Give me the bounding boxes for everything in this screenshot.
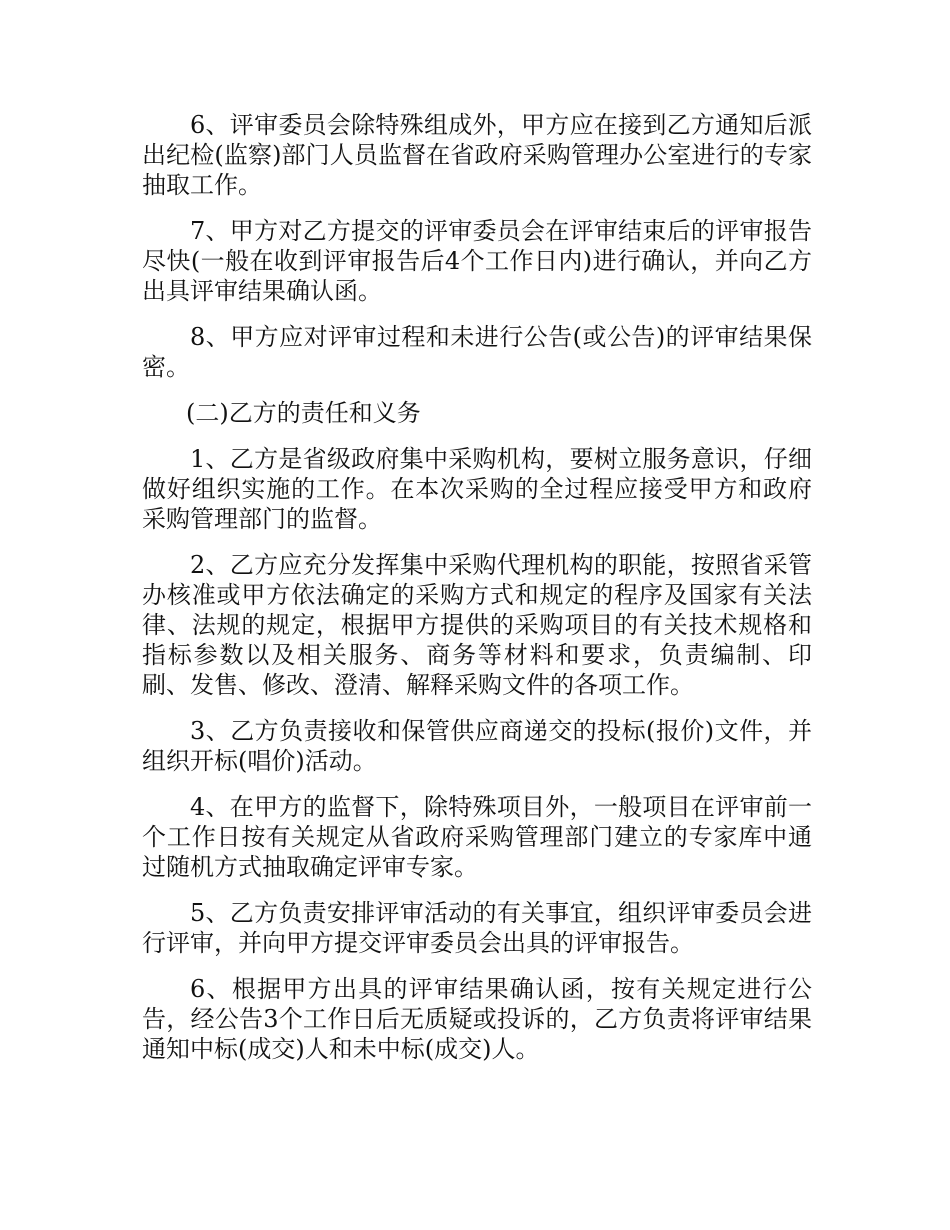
- section-heading-yi-duties: (二)乙方的责任和义务: [186, 399, 421, 427]
- paragraph-jia-8: 8、甲方应对评审过程和未进行公告(或公告)的评审结果保密。: [142, 323, 812, 381]
- paragraph-jia-7: 7、甲方对乙方提交的评审委员会在评审结束后的评审报告尽快(一般在收到评审报告后4个工作日内)进行确认，并向乙方出具评审结果确认函。: [142, 217, 812, 305]
- paragraph-yi-2: 2、乙方应充分发挥集中采购代理机构的职能，按照省采管办核准或甲方依法确定的采购方式和规定的程序及国家有关法律、法规的规定，根据甲方提供的采购项目的有关技术规格和指标参数以及相关服务、商务等材料和要求，负责编制、印刷、发售、修改、澄清、解释采购文件的各项工作。: [142, 551, 812, 699]
- paragraph-yi-3: 3、乙方负责接收和保管供应商递交的投标(报价)文件，并组织开标(唱价)活动。: [142, 717, 812, 775]
- document-body: [142, 110, 812, 1080]
- paragraph-jia-6: 6、评审委员会除特殊组成外，甲方应在接到乙方通知后派出纪检(监察)部门人员监督在省政府采购管理办公室进行的专家抽取工作。: [142, 111, 812, 199]
- paragraph-yi-6: 6、根据甲方出具的评审结果确认函，按有关规定进行公告，经公告3个工作日后无质疑或投诉的，乙方负责将评审结果通知中标(成交)人和未中标(成交)人。: [142, 975, 812, 1063]
- paragraph-yi-4: 4、在甲方的监督下，除特殊项目外，一般项目在评审前一个工作日按有关规定从省政府采购管理部门建立的专家库中通过随机方式抽取确定评审专家。: [142, 793, 812, 881]
- paragraph-yi-1: 1、乙方是省级政府集中采购机构，要树立服务意识，仔细做好组织实施的工作。在本次采购的全过程应接受甲方和政府采购管理部门的监督。: [142, 445, 812, 533]
- paragraph-yi-5: 5、乙方负责安排评审活动的有关事宜，组织评审委员会进行评审，并向甲方提交评审委员会出具的评审报告。: [142, 899, 812, 957]
